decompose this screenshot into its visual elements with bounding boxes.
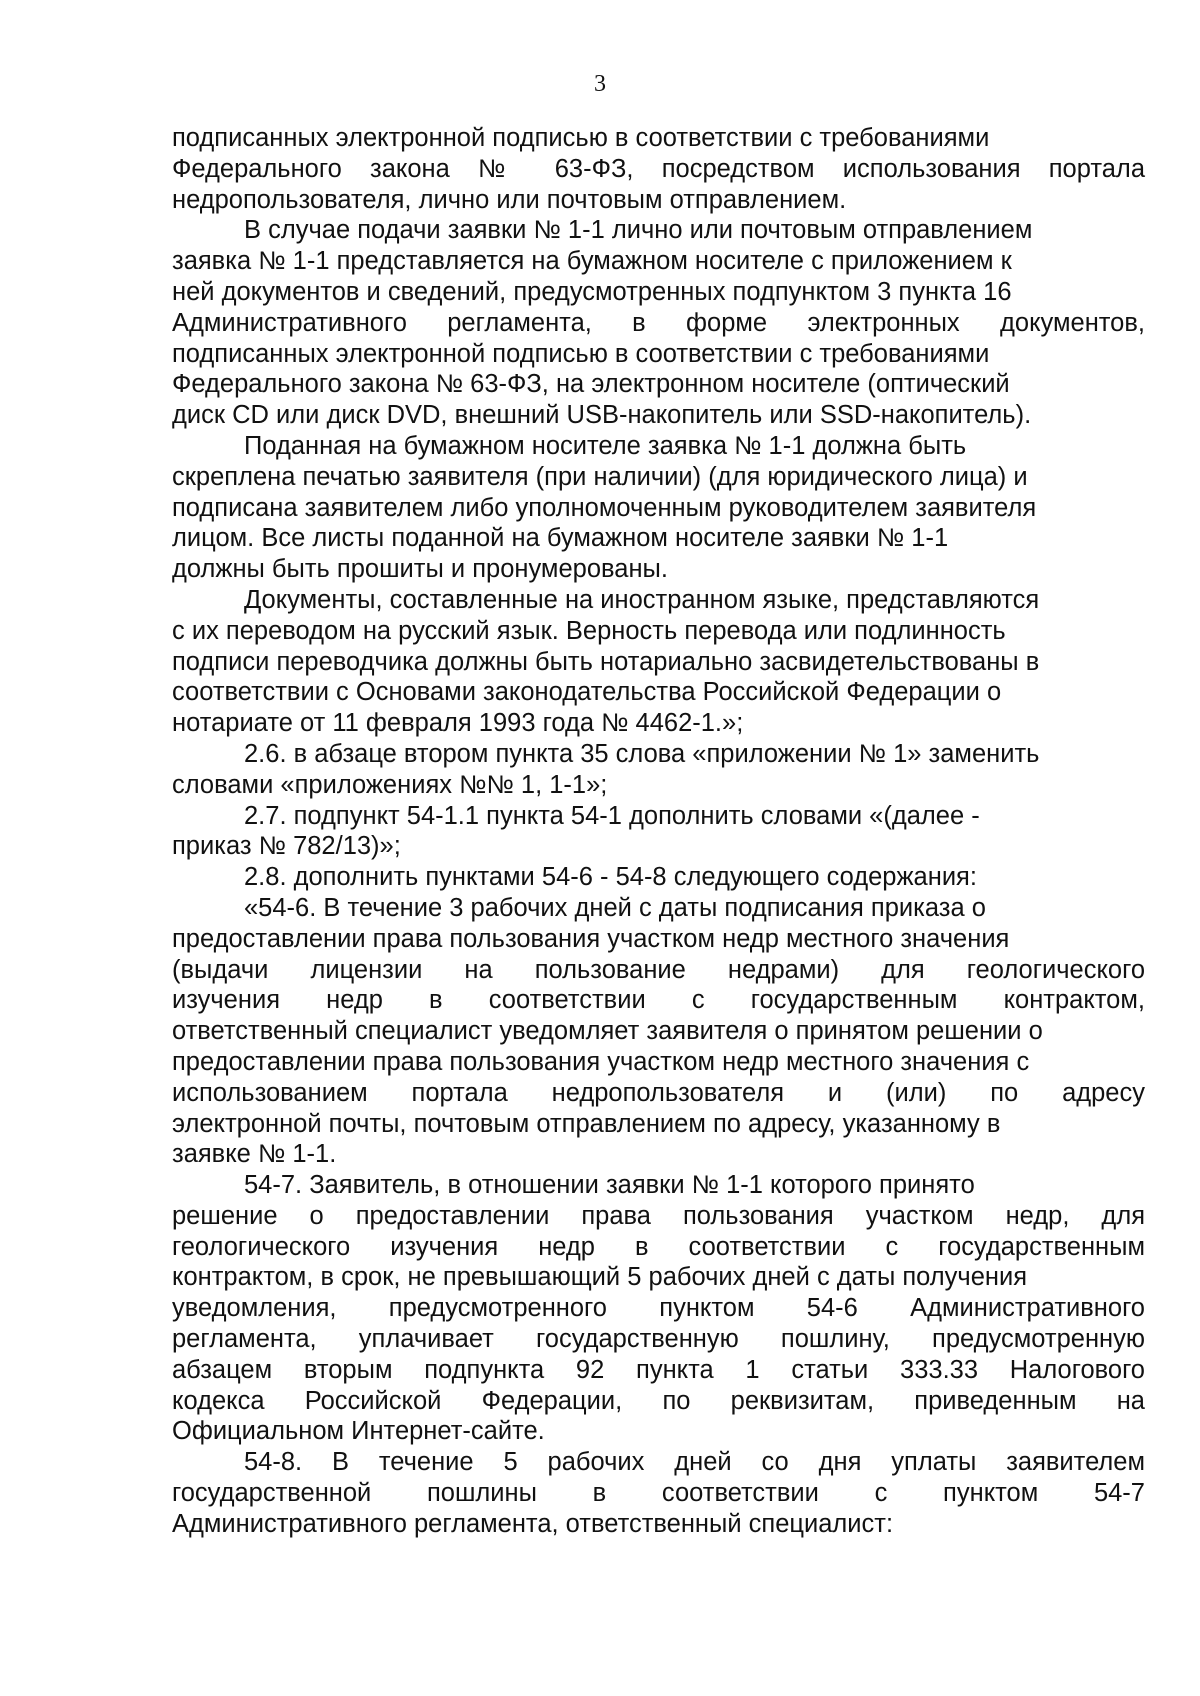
text-line: Федерального закона № 63-ФЗ, посредством использования портала (172, 154, 1145, 183)
text-line: Административного регламента, в форме электронных документов, (172, 308, 1145, 337)
text-line: 54-8. В течение 5 рабочих дней со дня уплаты заявителем (244, 1448, 1145, 1477)
text-line: заявка № 1-1 представляется на бумажном носителе с приложением к (172, 247, 1012, 276)
text-line: Федерального закона № 63-ФЗ, на электронном носителе (оптический (172, 370, 1010, 399)
text-line: Документы, составленные на иностранном языке, представляются (244, 585, 1040, 614)
text-line: (выдачи лицензии на пользование недрами) для геологического (172, 955, 1145, 984)
text-line: уведомления, предусмотренного пунктом 54-6 Административного (172, 1294, 1145, 1323)
text-line: Поданная на бумажном носителе заявка № 1-1 должна быть (244, 431, 967, 460)
text-line: соответствии с Основами законодательства Российской Федерации о (172, 678, 1002, 707)
text-line: подписи переводчика должны быть нотариально засвидетельствованы в (172, 647, 1040, 676)
text-line: с их переводом на русский язык. Верность перевода или подлинность (172, 616, 1006, 645)
text-line: 2.6. в абзаце втором пункта 35 слова «приложении № 1» заменить (244, 739, 1040, 768)
text-line: ней документов и сведений, предусмотренных подпунктом 3 пункта 16 (172, 277, 1012, 306)
text-line: кодекса Российской Федерации, по реквизитам, приведенным на (172, 1386, 1145, 1415)
text-line: словами «приложениях №№ 1, 1-1»; (172, 770, 608, 799)
text-line: предоставлении права пользования участком недр местного значения (172, 924, 1010, 953)
text-line: Официальном Интернет-сайте. (172, 1417, 545, 1446)
text-line: нотариате от 11 февраля 1993 года № 4462-1.»; (172, 709, 744, 738)
text-line: государственной пошлины в соответствии с пунктом 54-7 (172, 1479, 1145, 1508)
text-line: должны быть прошиты и пронумерованы. (172, 555, 668, 584)
text-line: ответственный специалист уведомляет заявителя о принятом решении о (172, 1017, 1043, 1046)
text-line: абзацем вторым подпункта 92 пункта 1 статьи 333.33 Налогового (172, 1355, 1145, 1384)
text-line: 2.7. подпункт 54-1.1 пункта 54-1 дополнить словами «(далее - (244, 801, 980, 830)
text-line: решение о предоставлении права пользования участком недр, для (172, 1201, 1145, 1230)
text-line: лицом. Все листы поданной на бумажном носителе заявки № 1-1 (172, 524, 949, 553)
text-line: скреплена печатью заявителя (при наличии) (для юридического лица) и (172, 462, 1028, 491)
text-line: изучения недр в соответствии с государственным контрактом, (172, 986, 1145, 1015)
text-line: предоставлении права пользования участком недр местного значения с (172, 1047, 1030, 1076)
text-line: регламента, уплачивает государственную пошлину, предусмотренную (172, 1325, 1145, 1354)
text-line: подписанных электронной подписью в соответствии с требованиями (172, 339, 990, 368)
text-line: диск CD или диск DVD, внешний USB-накопитель или SSD-накопитель). (172, 401, 1032, 430)
text-line: приказ № 782/13)»; (172, 832, 401, 861)
text-line: «54-6. В течение 3 рабочих дней с даты подписания приказа о (244, 893, 986, 922)
text-line: электронной почты, почтовым отправлением по адресу, указанному в (172, 1109, 1001, 1138)
page-number: 3 (594, 71, 606, 97)
text-line: 54-7. Заявитель, в отношении заявки № 1-1 которого принято (244, 1171, 975, 1200)
text-line: Административного регламента, ответственный специалист: (172, 1509, 894, 1538)
text-line: подписана заявителем либо уполномоченным руководителем заявителя (172, 493, 1037, 522)
text-line: контрактом, в срок, не превышающий 5 рабочих дней с даты получения (172, 1263, 1028, 1292)
text-line: использованием портала недропользователя и (или) по адресу (172, 1078, 1145, 1107)
text-line: 2.8. дополнить пунктами 54-6 - 54-8 следующего содержания: (244, 863, 977, 892)
text-line: недропользователя, лично или почтовым отправлением. (172, 185, 847, 214)
document-body (172, 123, 1145, 1540)
text-line: заявке № 1-1. (172, 1140, 337, 1169)
text-line: геологического изучения недр в соответствии с государственным (172, 1232, 1145, 1261)
text-line: В случае подачи заявки № 1-1 лично или почтовым отправлением (244, 216, 1033, 245)
text-line: подписанных электронной подписью в соответствии с требованиями (172, 124, 990, 152)
